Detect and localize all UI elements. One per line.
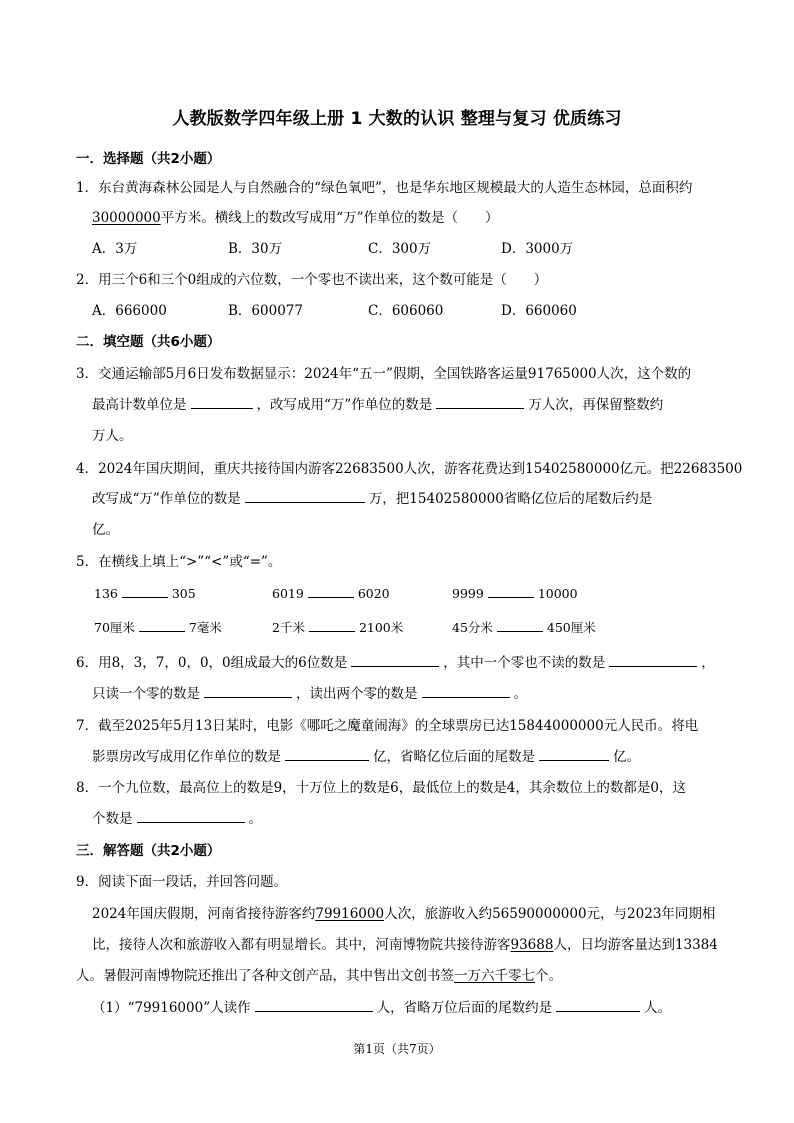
q2-line1: 2．用三个6和三个0组成的六位数，一个零也不读出来，这个数可能是（ ） [76,272,548,288]
q8-line2 [92,807,262,827]
q9-sub1-text-b: 人，省略万位后面的尾数约是 [376,1000,553,1016]
q9-p2-text-b: 人，日均游客量达到13384 [553,937,718,953]
q5-blank-3[interactable] [488,584,534,598]
q5-compare-1 [94,584,196,601]
q5-right-1: 305 [171,586,196,601]
q9-p1-text-b: 人次，旅游收入约56590000000元，与2023年同期相 [384,906,716,922]
q6-text-a: 6．用8，3，7，0，0，0组成最大的6位数是 [76,655,348,671]
q1-line2 [92,206,499,226]
q8-text-b: 。 [248,811,262,827]
q5-blank-6[interactable] [497,618,543,632]
q3-text-a: 最高计数单位是 [92,397,187,413]
page-title: 人教版数学四年级上册 1 大数的认识 整理与复习 优质练习 [172,109,622,129]
q5-compare-6 [452,618,596,636]
q3-text-c: 万人次，再保留整数约 [528,397,664,413]
q9-sub1 [92,996,671,1016]
q5-left-5: 2千米 [272,620,305,635]
q2-option-a: A．666000 [92,303,167,319]
q7-line1: 7．截至2025年5月13日某时，电影《哪吒之魔童闹海》的全球票房已达15844000000元人民币。将电 [76,718,699,734]
q9-para-line3 [76,964,562,984]
q2-option-b: B．600077 [228,303,303,319]
q9-line1: 9．阅读下面一段话，并回答问题。 [76,874,288,890]
q5-right-6: 450厘米 [546,620,596,635]
q9-underlined-bookmarks: 一万六千零七 [454,968,535,984]
q9-p3-text-b: 个。 [535,968,562,984]
q6-text-d: 只读一个零的数是 [92,686,200,702]
q9-sub1-text-c: 人。 [644,1000,672,1016]
q3-blank-1[interactable] [191,395,253,409]
q5-blank-2[interactable] [308,584,354,598]
q5-left-4: 70厘米 [94,620,135,635]
q5-blank-4[interactable] [139,618,185,632]
q1-option-b: B．30万 [228,241,283,257]
q6-blank-1[interactable] [351,653,439,667]
q4-line1: 4．2024年国庆期间，重庆共接待国内游客22683500人次，游客花费达到15402580000亿元。把22683500 [76,461,743,477]
q4-text-a: 改写成“万”作单位的数是 [92,491,241,507]
q3-line3: 万人。 [92,428,133,444]
q9-blank-2[interactable] [556,998,640,1012]
q9-blank-1[interactable] [255,998,373,1012]
q6-line2 [92,682,527,702]
q6-text-b: ，其中一个零也不读的数是 [443,655,606,671]
q9-p2-text-a: 比，接待人次和旅游收入都有明显增长。其中，河南博物院共接待游客 [92,937,511,953]
q9-underlined-museum: 93688 [510,937,554,953]
q8-text-a: 个数是 [92,811,133,827]
q3-text-b: ，改写成用“万”作单位的数是 [256,397,433,413]
q8-line1: 8．一个九位数，最高位上的数是9，十万位上的数是6，最低位上的数是4，其余数位上的数都是0，这 [76,780,686,796]
q1-option-d: D．3000万 [501,241,574,257]
page-footer: 第1页（共7页） [353,1042,441,1056]
q2-option-d: D．660060 [501,303,577,319]
q9-underlined-visitors: 79916000 [315,906,385,922]
q1-line2-text: 平方米。横线上的数改写成用“万”作单位的数是（ ） [160,210,499,226]
q1-option-c: C．300万 [368,241,432,257]
q6-blank-2[interactable] [609,653,697,667]
q5-right-3: 10000 [537,586,578,601]
q4-text-b: 万，把15402580000省略亿位后的尾数后约是 [368,491,653,507]
q3-line1: 3．交通运输部5月6日发布数据显示：2024年“五一”假期，全国铁路客运量91765000人次，这个数的 [76,366,692,382]
q1-underlined-number: 30000000 [92,210,161,226]
q5-compare-2 [272,584,390,601]
q7-text-a: 影票房改写成用亿作单位的数是 [92,749,281,765]
q6-text-f: 。 [513,686,527,702]
q5-left-1: 136 [94,586,118,601]
q5-right-4: 7毫米 [188,620,222,635]
q7-text-c: 亿。 [613,749,640,765]
q6-text-e: ，读出两个零的数是 [296,686,418,702]
q4-line3: 亿。 [92,522,119,538]
q5-left-6: 45分米 [452,620,493,635]
q4-blank-1[interactable] [245,489,365,503]
q5-compare-4 [94,618,222,636]
q8-blank-1[interactable] [137,809,245,823]
q5-right-5: 2100米 [358,620,404,635]
q7-text-b: 亿，省略亿位后面的尾数是 [373,749,535,765]
q9-sub1-text-a: （1）“79916000”人读作 [92,1000,251,1016]
q5-blank-1[interactable] [122,584,168,598]
q4-line2 [92,487,652,507]
q3-blank-2[interactable] [436,395,524,409]
q1-line1: 1．东台黄海森林公园是人与自然融合的“绿色氧吧”，也是华东地区规模最大的人造生态林园，总面积约 [76,180,693,196]
q3-line2 [92,393,663,413]
q5-right-2: 6020 [357,586,390,601]
q1-option-a: A．3万 [92,241,138,257]
q2-option-c: C．606060 [368,303,444,319]
q5-blank-5[interactable] [309,618,355,632]
q5-left-2: 6019 [272,586,304,601]
q9-para-line2 [92,933,718,953]
q6-line1 [76,651,715,671]
q6-blank-4[interactable] [422,684,510,698]
q7-line2 [92,745,640,765]
section-heading-choice: 一．选择题（共2小题） [76,151,221,167]
q5-line1: 5．在横线上填上“>”“<”或“=”。 [76,554,282,570]
section-heading-answer: 三．解答题（共2小题） [76,843,221,859]
q7-blank-1[interactable] [285,747,369,761]
q9-p3-text-a: 人。暑假河南博物院还推出了各种文创产品，其中售出文创书签 [76,968,454,984]
q9-p1-text-a: 2024年国庆假期，河南省接待游客约 [92,906,316,922]
q5-left-3: 9999 [452,586,484,601]
q9-para-line1 [92,902,715,922]
q7-blank-2[interactable] [539,747,609,761]
q6-blank-3[interactable] [204,684,292,698]
section-heading-fill: 二．填空题（共6小题） [76,334,221,350]
q5-compare-3 [452,584,578,601]
q5-compare-5 [272,618,403,636]
q6-text-c: ， [701,655,715,671]
